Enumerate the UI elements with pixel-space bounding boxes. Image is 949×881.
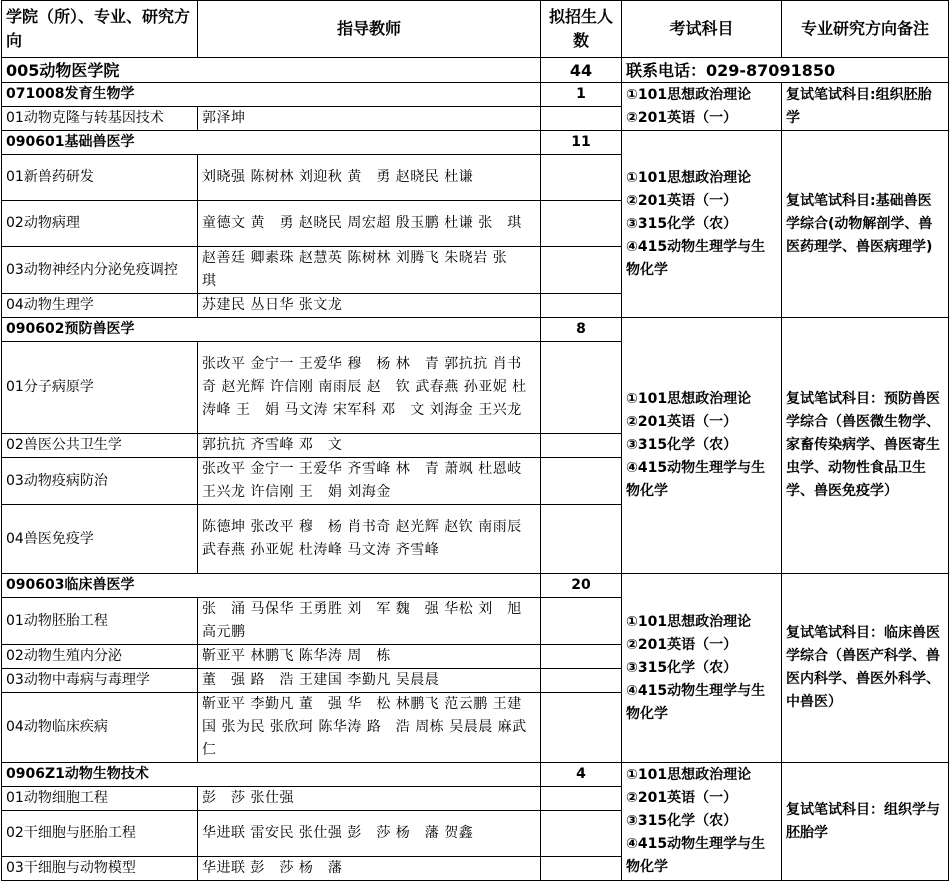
exam-subjects: [622, 83, 782, 131]
direction-name: 02干细胞与胚胎工程: [2, 811, 198, 857]
direction-teachers: 靳亚平 李勤凡 董 强 华 松 林鹏飞 范云鹏 王建国 张为民 张欣珂 陈华涛 路 浩 周栋 吴晨晨 麻武仁: [198, 693, 541, 763]
direction-teachers: 华进联 彭 莎 杨 藩: [198, 857, 541, 881]
direction-count: [541, 155, 622, 201]
direction-note: 复试笔试科目：预防兽医学综合（兽医微生物学、家畜传染病学、兽医寄生虫学、动物性食品卫生学、兽医免疫学）: [782, 318, 949, 574]
direction-name: 04兽医免疫学: [2, 505, 198, 574]
direction-count: [541, 247, 622, 294]
header-note: 专业研究方向备注: [782, 1, 949, 58]
major-name: 071008发育生物学: [2, 83, 541, 107]
exam-subject: ①101思想政治理论: [626, 391, 752, 407]
exam-subject: ④415动物生理学与生物化学: [626, 682, 766, 722]
exam-subject: ②201英语（一）: [626, 192, 738, 209]
major-name: 0906Z1动物生物技术: [2, 763, 541, 787]
direction-name: 01动物克隆与转基因技术: [2, 107, 198, 131]
direction-teachers: 张 涌 马保华 王勇胜 刘 军 魏 强 华松 刘 旭 高元鹏: [198, 598, 541, 645]
direction-count: [541, 669, 622, 693]
exam-subject: ②201英语（一）: [626, 414, 738, 430]
major-row: [2, 83, 949, 107]
direction-teachers: 彭 莎 张仕强: [198, 787, 541, 811]
major-name: 090602预防兽医学: [2, 318, 541, 342]
direction-note: 复试笔试科目：临床兽医学综合（兽医产科学、兽医内科学、兽医外科学、中兽医）: [782, 574, 949, 763]
direction-name: 01新兽药研发: [2, 155, 198, 201]
direction-count: [541, 505, 622, 574]
exam-subject: ②201英语（一）: [626, 109, 738, 126]
direction-name: 01动物胚胎工程: [2, 598, 198, 645]
exam-subject: ③315化学（农）: [626, 215, 738, 232]
direction-count: [541, 107, 622, 131]
major-row: [2, 131, 949, 155]
major-row: [2, 318, 949, 342]
direction-count: [541, 811, 622, 857]
direction-name: 04动物生理学: [2, 294, 198, 318]
direction-count: [541, 342, 622, 434]
direction-teachers: 郭抗抗 齐雪峰 邓 文: [198, 434, 541, 458]
major-name: 090601基础兽医学: [2, 131, 541, 155]
direction-name: 04动物临床疾病: [2, 693, 198, 763]
direction-teachers: 郭泽坤: [198, 107, 541, 131]
college-row: [2, 58, 949, 83]
header-college: 学院（所）、专业、研究方向: [2, 1, 198, 58]
direction-teachers: 张改平 金宁一 王爱华 齐雪峰 林 青 萧飒 杜恩岐 王兴龙 许信刚 王 娟 刘海金: [198, 458, 541, 505]
direction-teachers: 陈德坤 张改平 穆 杨 肖书奇 赵光辉 赵钦 南雨辰 武春燕 孙亚妮 杜涛峰 马文涛 齐雪峰: [198, 505, 541, 574]
direction-count: [541, 598, 622, 645]
exam-subject: ③315化学（农）: [626, 659, 738, 676]
header-row: [2, 1, 949, 58]
major-row: [2, 763, 949, 787]
exam-subject: ②201英语（一）: [626, 790, 738, 806]
direction-note: 复试笔试科目:组织胚胎学: [782, 83, 949, 131]
direction-teachers: 赵善廷 卿素珠 赵慧英 陈树林 刘腾飞 朱晓岩 张 琪: [198, 247, 541, 294]
exam-subject: ③315化学（农）: [626, 437, 738, 453]
direction-name: 03干细胞与动物模型: [2, 857, 198, 881]
direction-teachers: 董 强 路 浩 王建国 李勤凡 吴晨晨: [198, 669, 541, 693]
exam-subject: ①101思想政治理论: [626, 613, 752, 630]
direction-teachers: 童德文 黄 勇 赵晓民 周宏超 殷玉鹏 杜谦 张 琪: [198, 201, 541, 247]
direction-teachers: 张改平 金宁一 王爱华 穆 杨 林 青 郭抗抗 肖书奇 赵光辉 许信刚 南雨辰 赵 钦 武春燕 孙亚妮 杜涛峰 王 娟 马文涛 宋军科 邓 文 刘海金 王兴龙: [198, 342, 541, 434]
direction-name: 02动物病理: [2, 201, 198, 247]
college-count: 44: [541, 58, 622, 83]
header-exam: 考试科目: [622, 1, 782, 58]
direction-teachers: 刘晓强 陈树林 刘迎秋 黄 勇 赵晓民 杜谦: [198, 155, 541, 201]
major-row: [2, 574, 949, 598]
direction-count: [541, 458, 622, 505]
exam-subjects: [622, 318, 782, 574]
exam-subject: ④415动物生理学与生物化学: [626, 460, 766, 499]
exam-subject: ④415动物生理学与生物化学: [626, 238, 766, 278]
header-count: 拟招生人数: [541, 1, 622, 58]
direction-note: 复试笔试科目：组织学与胚胎学: [782, 763, 949, 881]
direction-note: 复试笔试科目:基础兽医学综合(动物解剖学、兽医药理学、兽医病理学): [782, 131, 949, 318]
exam-subject: ①101思想政治理论: [626, 169, 752, 186]
direction-count: [541, 787, 622, 811]
college-name: 005动物医学院: [2, 58, 541, 83]
enrollment-table: [1, 0, 949, 881]
direction-count: [541, 645, 622, 669]
exam-subject: ②201英语（一）: [626, 636, 738, 653]
direction-name: 01分子病原学: [2, 342, 198, 434]
direction-name: 03动物疫病防治: [2, 458, 198, 505]
major-count: 8: [541, 318, 622, 342]
exam-subject: ④415动物生理学与生物化学: [626, 836, 766, 875]
exam-subjects: [622, 763, 782, 881]
exam-subject: ①101思想政治理论: [626, 767, 752, 783]
direction-count: [541, 294, 622, 318]
header-teachers: 指导教师: [198, 1, 541, 58]
direction-teachers: 华进联 雷安民 张仕强 彭 莎 杨 藩 贺鑫: [198, 811, 541, 857]
exam-subject: ①101思想政治理论: [626, 86, 752, 103]
direction-name: 02动物生殖内分泌: [2, 645, 198, 669]
major-name: 090603临床兽医学: [2, 574, 541, 598]
direction-name: 03动物神经内分泌免疫调控: [2, 247, 198, 294]
direction-count: [541, 693, 622, 763]
major-count: 4: [541, 763, 622, 787]
direction-teachers: 苏建民 丛日华 张文龙: [198, 294, 541, 318]
direction-name: 03动物中毒病与毒理学: [2, 669, 198, 693]
direction-teachers: 靳亚平 林鹏飞 陈华涛 周 栋: [198, 645, 541, 669]
major-count: 1: [541, 83, 622, 107]
direction-name: 02兽医公共卫生学: [2, 434, 198, 458]
college-contact: 联系电话：029-87091850: [622, 58, 949, 83]
major-count: 20: [541, 574, 622, 598]
direction-name: 01动物细胞工程: [2, 787, 198, 811]
exam-subjects: [622, 574, 782, 763]
exam-subjects: [622, 131, 782, 318]
direction-count: [541, 857, 622, 881]
direction-count: [541, 201, 622, 247]
major-count: 11: [541, 131, 622, 155]
direction-count: [541, 434, 622, 458]
exam-subject: ③315化学（农）: [626, 813, 738, 829]
